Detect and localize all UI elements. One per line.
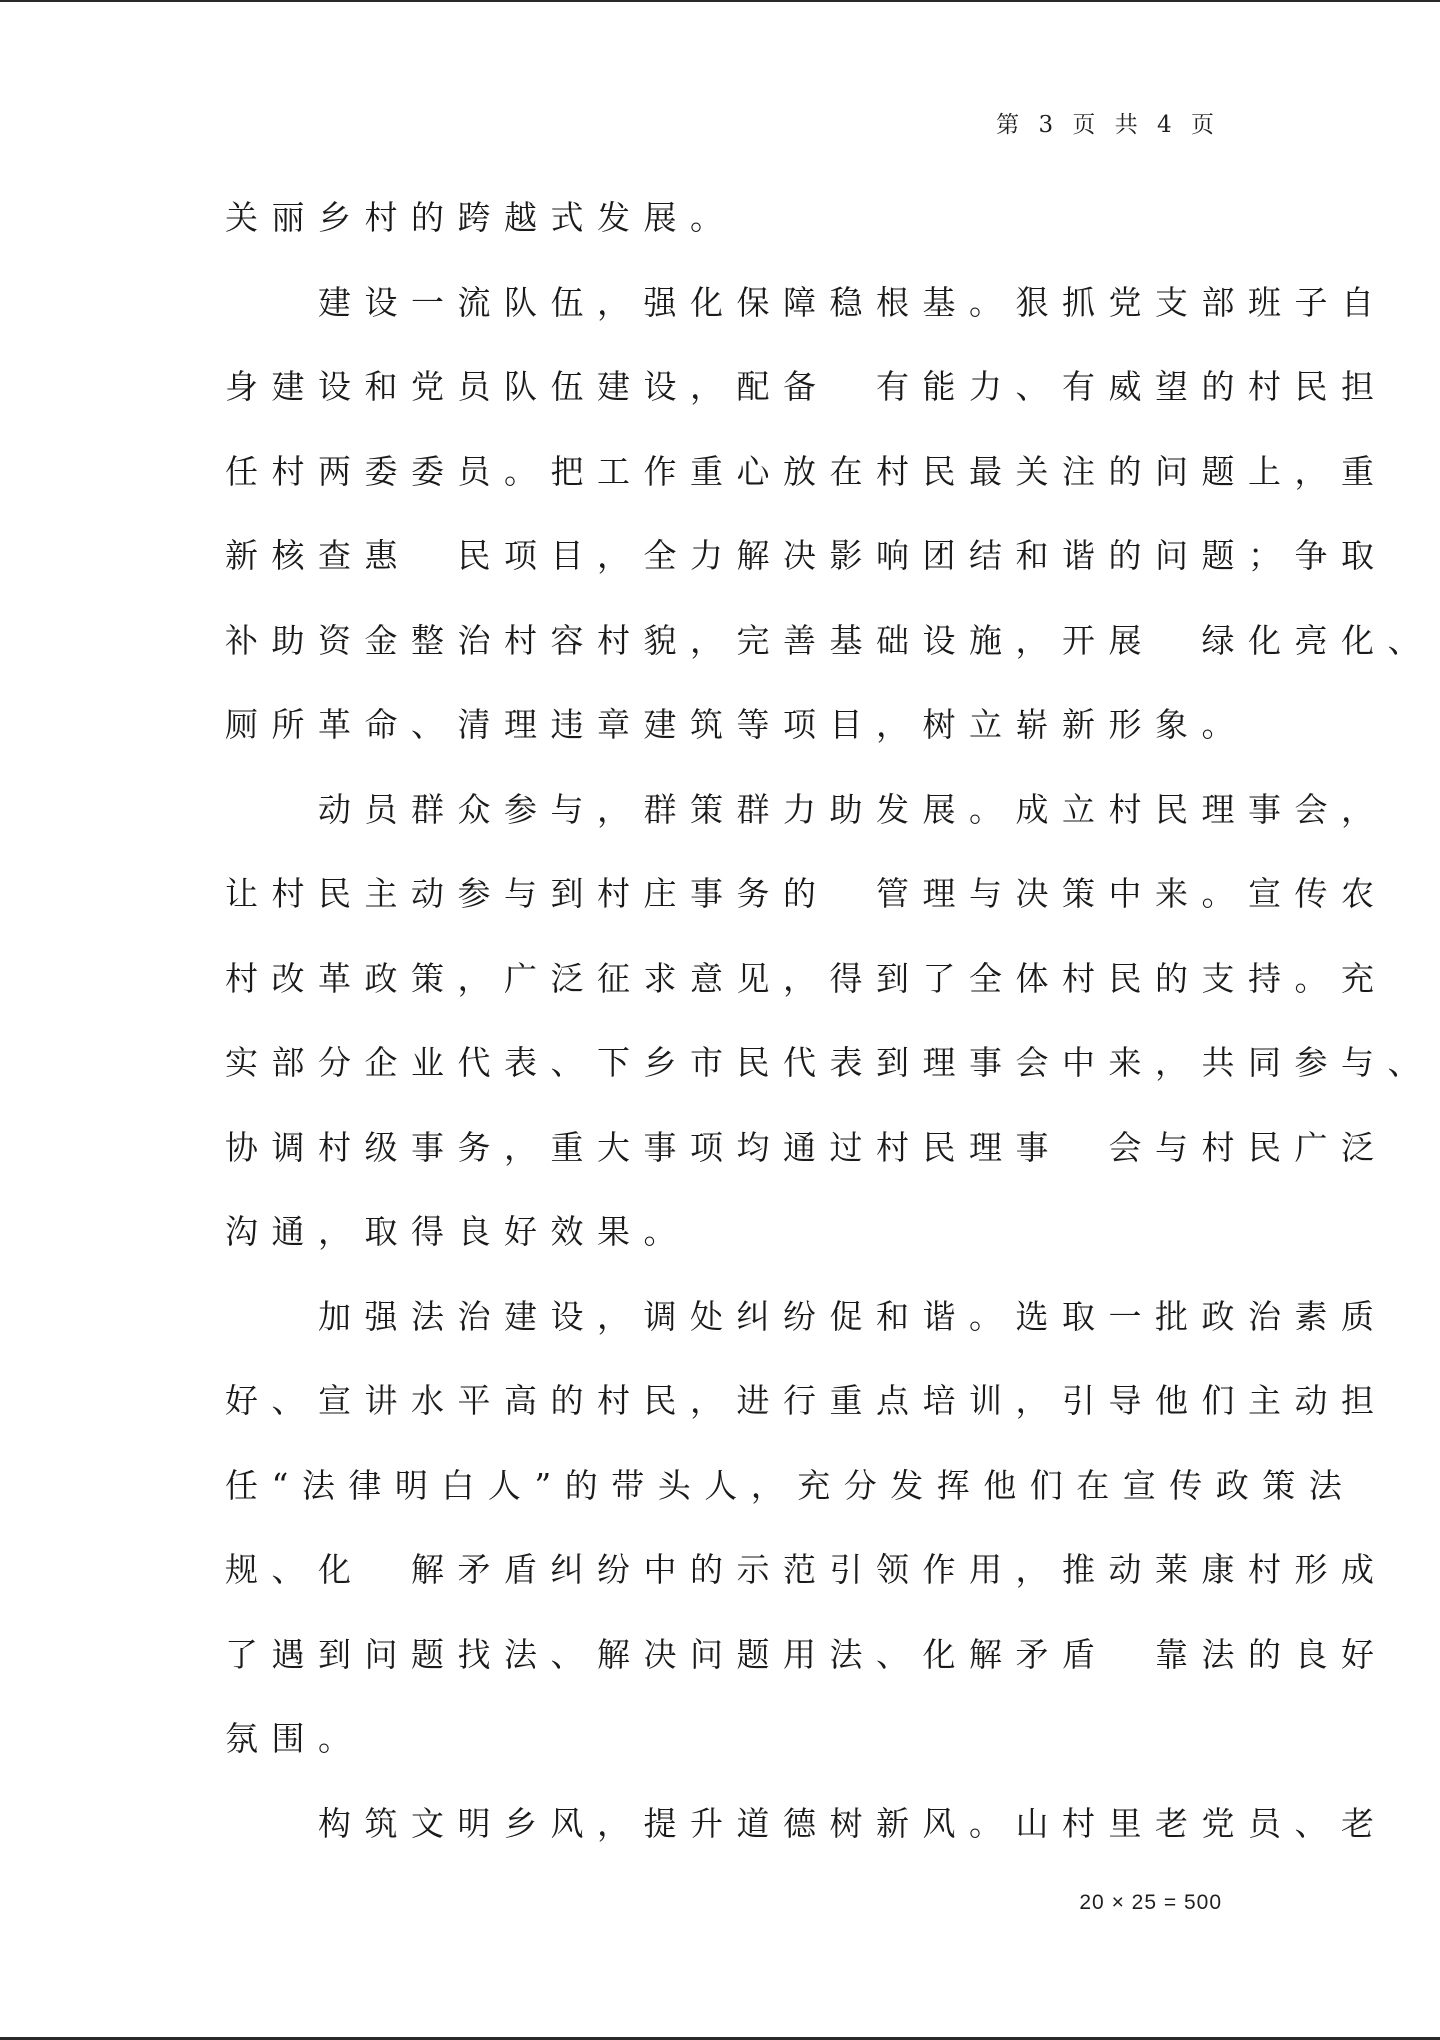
text-line: 任“法律明白人”的带头人，充分发挥他们在宣传政策法 [225, 1465, 1356, 1505]
text-line: 厕所革命、清理违章建筑等项目，树立崭新形象。 [225, 705, 1248, 744]
text-line: 实部分企业代表、下乡市民代表到理事会中来，共同参与、 [225, 1043, 1434, 1082]
text-line: 身建设和党员队伍建设，配备 有能力、有威望的村民担 [225, 367, 1388, 406]
text-line: 加强法治建设，调处纠纷促和谐。选取一批政治素质 [225, 1296, 1388, 1336]
text-line: 规、化 解矛盾纠纷中的示范引领作用，推动莱康村形成 [225, 1550, 1388, 1589]
text-line: 协调村级事务，重大事项均通过村民理事 会与村民广泛 [225, 1127, 1388, 1167]
text-line: 新核查惠 民项目，全力解决影响团结和谐的问题；争取 [225, 536, 1388, 575]
text-line: 动员群众参与，群策群力助发展。成立村民理事会， [225, 789, 1388, 829]
text-line: 了遇到问题找法、解决问题用法、化解矛盾 靠法的良好 [225, 1634, 1388, 1674]
text-line: 好、宣讲水平高的村民，进行重点培训，引导他们主动担 [225, 1381, 1388, 1420]
text-line: 村改革政策，广泛征求意见，得到了全体村民的支持。充 [225, 958, 1388, 998]
text-line: 沟通，取得良好效果。 [225, 1212, 690, 1251]
grid-count-note: 20 × 25 = 500 [1079, 1891, 1222, 1914]
page-indicator: 第 3 页 共 4 页 [996, 112, 1220, 138]
text-line: 补助资金整治村容村貌，完善基础设施，开展 绿化亮化、 [225, 620, 1434, 660]
text-line: 让村民主动参与到村庄事务的 管理与决策中来。宣传农 [225, 874, 1388, 913]
document-body [225, 180, 1434, 1870]
text-line: 构筑文明乡风，提升道德树新风。山村里老党员、老 [225, 1803, 1388, 1843]
text-line: 氛围。 [225, 1719, 365, 1758]
text-line: 任村两委委员。把工作重心放在村民最关注的问题上，重 [225, 451, 1388, 491]
page-top-border [0, 0, 1440, 2]
text-line: 关丽乡村的跨越式发展。 [225, 198, 737, 237]
text-line: 建设一流队伍，强化保障稳根基。狠抓党支部班子自 [225, 282, 1388, 322]
